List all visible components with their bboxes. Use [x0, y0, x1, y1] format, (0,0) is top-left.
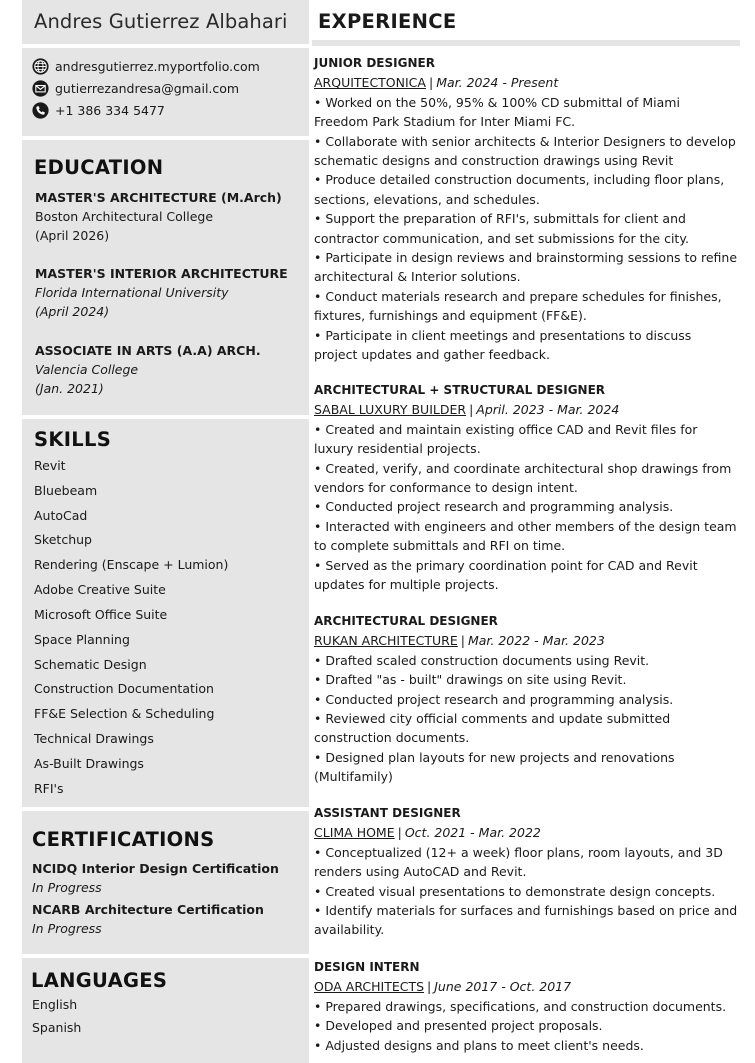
- job-bullet: • Participate in design reviews and brainstorming sessions to refine architectural & Interior solutions.: [314, 250, 738, 285]
- job-title: ASSISTANT DESIGNER: [314, 806, 461, 820]
- contact-phone[interactable]: [32, 100, 165, 120]
- job-bullet: • Served as the primary coordination point for CAD and Revit updates for multiple projects.: [314, 557, 698, 593]
- skill-item: FF&E Selection & Scheduling: [34, 706, 215, 721]
- education-school: Florida International University: [35, 285, 229, 300]
- job-bullet: • Created and maintain existing office CAD and Revit files for luxury residential projects.: [314, 421, 698, 457]
- certification-status: In Progress: [32, 880, 102, 895]
- email-text: gutierrezandresa@gmail.com: [55, 80, 240, 96]
- education-date: (April 2024): [35, 304, 110, 319]
- education-date: (April 2026): [35, 228, 110, 243]
- job-bullet: • Produce detailed construction documents, including floor plans, sections, elevations, and schedules.: [314, 172, 725, 207]
- job-bullet: • Conducted project research and programming analysis.: [314, 499, 674, 515]
- job-dates: April. 2023 - Mar. 2024: [476, 402, 620, 418]
- website-text: andresgutierrez.myportfolio.com: [55, 58, 260, 74]
- language-item: English: [32, 997, 78, 1012]
- phone-text: +1 386 334 5477: [55, 102, 165, 118]
- education-school: Valencia College: [35, 362, 139, 377]
- phone-icon: [32, 102, 49, 119]
- left-column: [22, 0, 309, 1063]
- job-bullet: • Developed and presented project proposals.: [314, 1018, 603, 1034]
- skill-item: Space Planning: [34, 632, 130, 647]
- skill-item: Schematic Design: [34, 657, 147, 672]
- job-subtitle: CLIMA HOME | Oct. 2021 - Mar. 2022: [314, 825, 541, 841]
- contact-email[interactable]: [32, 78, 239, 98]
- education-date: (Jan. 2021): [35, 381, 104, 396]
- job-subtitle: RUKAN ARCHITECTURE | Mar. 2022 - Mar. 2023: [314, 633, 605, 649]
- contact-website[interactable]: [32, 56, 260, 76]
- job-subtitle: ODA ARCHITECTS | June 2017 - Oct. 2017: [314, 979, 572, 995]
- company-link[interactable]: SABAL LUXURY BUILDER: [314, 402, 467, 418]
- job-bullet: • Created visual presentations to demonstrate design concepts.: [314, 883, 716, 899]
- education-section: [22, 140, 309, 415]
- candidate-name: Andres Gutierrez Albahari: [34, 10, 288, 33]
- job-dates: Oct. 2021 - Mar. 2022: [404, 825, 541, 841]
- globe-icon: [32, 58, 49, 75]
- company-link[interactable]: CLIMA HOME: [314, 825, 395, 841]
- skill-item: RFI's: [34, 781, 64, 796]
- education-degree: ASSOCIATE IN ARTS (A.A) ARCH.: [35, 343, 261, 358]
- skill-item: AutoCad: [34, 508, 88, 523]
- job-entry: [314, 958, 738, 1055]
- skill-item: Bluebeam: [34, 483, 98, 498]
- job-title: DESIGN INTERN: [314, 960, 420, 974]
- certifications-title: CERTIFICATIONS: [32, 828, 215, 851]
- job-bullet: • Prepared drawings, specifications, and construction documents.: [314, 998, 727, 1014]
- job-bullet: • Created, verify, and coordinate architectural shop drawings from vendors for conformance to design intent.: [314, 460, 732, 496]
- job-title: ARCHITECTURAL + STRUCTURAL DESIGNER: [314, 383, 606, 397]
- skill-item: Rendering (Enscape + Lumion): [34, 557, 229, 572]
- skills-title: SKILLS: [34, 428, 112, 451]
- skill-item: Revit: [34, 458, 66, 473]
- education-degree: MASTER'S ARCHITECTURE (M.Arch): [35, 190, 282, 205]
- job-dates: Mar. 2024 - Present: [436, 75, 559, 91]
- job-bullet: • Designed plan layouts for new projects and renovations (Multifamily): [314, 749, 675, 785]
- company-link[interactable]: ODA ARCHITECTS: [314, 979, 425, 995]
- mail-icon: [32, 80, 49, 97]
- job-entry: [314, 804, 738, 940]
- job-bullet: • Drafted "as - built" drawings on site using Revit.: [314, 672, 627, 688]
- language-item: Spanish: [32, 1020, 82, 1035]
- job-bullet: • Identify materials for surfaces and furnishings based on price and availability.: [314, 903, 738, 938]
- skill-item: Adobe Creative Suite: [34, 582, 166, 597]
- languages-title: LANGUAGES: [31, 969, 168, 992]
- job-entry: [314, 54, 738, 365]
- company-link[interactable]: RUKAN ARCHITECTURE: [314, 633, 458, 649]
- skill-item: Sketchup: [34, 532, 92, 547]
- education-school: Boston Architectural College: [35, 209, 214, 224]
- job-subtitle: ARQUITECTONICA | Mar. 2024 - Present: [314, 75, 559, 91]
- job-bullet: • Conduct materials research and prepare schedules for finishes, fixtures, furnishings and equipment (FF&E).: [314, 288, 722, 324]
- job-bullet: • Conducted project research and programming analysis.: [314, 691, 674, 707]
- job-bullet: • Participate in client meetings and presentations to discuss project updates and gather feedback.: [314, 327, 692, 363]
- certification-status: In Progress: [32, 921, 102, 936]
- job-dates: Mar. 2022 - Mar. 2023: [467, 633, 605, 649]
- job-entry: [314, 612, 738, 787]
- company-link[interactable]: ARQUITECTONICA: [314, 75, 426, 91]
- skills-section: [22, 419, 309, 807]
- job-title: JUNIOR DESIGNER: [314, 56, 435, 70]
- job-bullet: • Conceptualized (12+ a week) floor plans, room layouts, and 3D renders using AutoCAD and Revit.: [314, 844, 723, 880]
- job-dates: June 2017 - Oct. 2017: [434, 979, 572, 995]
- skill-item: Technical Drawings: [34, 731, 154, 746]
- job-bullet: • Worked on the 50%, 95% & 100% CD submittal of Miami Freedom Park Stadium for Inter Miami FC.: [314, 94, 680, 130]
- skill-item: Construction Documentation: [34, 681, 214, 696]
- certification-name: NCIDQ Interior Design Certification: [32, 861, 279, 876]
- languages-section: [22, 958, 309, 1063]
- experience-divider: [312, 40, 740, 46]
- job-bullet: • Collaborate with senior architects & Interior Designers to develop schematic designs and construction drawings using Revit: [314, 133, 736, 169]
- contact-section: [22, 48, 309, 136]
- name-header: [22, 0, 309, 44]
- job-subtitle: SABAL LUXURY BUILDER | April. 2023 - Mar. 2024: [314, 402, 620, 418]
- right-column: [312, 0, 740, 1063]
- job-bullet: • Reviewed city official comments and update submitted construction documents.: [314, 711, 671, 746]
- job-bullet: • Adjusted designs and plans to meet client's needs.: [314, 1037, 644, 1053]
- job-bullet: • Interacted with engineers and other members of the design team to complete submittals and RFI on time.: [314, 518, 737, 554]
- certifications-section: [22, 811, 309, 954]
- certification-name: NCARB Architecture Certification: [32, 902, 264, 917]
- skill-item: Microsoft Office Suite: [34, 607, 168, 622]
- education-degree: MASTER'S INTERIOR ARCHITECTURE: [35, 266, 288, 281]
- experience-title: EXPERIENCE: [318, 10, 457, 33]
- job-bullet: • Drafted scaled construction documents using Revit.: [314, 652, 650, 668]
- skill-item: As-Built Drawings: [34, 756, 144, 771]
- education-title: EDUCATION: [34, 156, 164, 179]
- job-bullet: • Support the preparation of RFI's, submittals for client and contractor communication, and set submissions for the city.: [314, 211, 689, 246]
- job-title: ARCHITECTURAL DESIGNER: [314, 614, 498, 628]
- job-entry: [314, 381, 738, 594]
